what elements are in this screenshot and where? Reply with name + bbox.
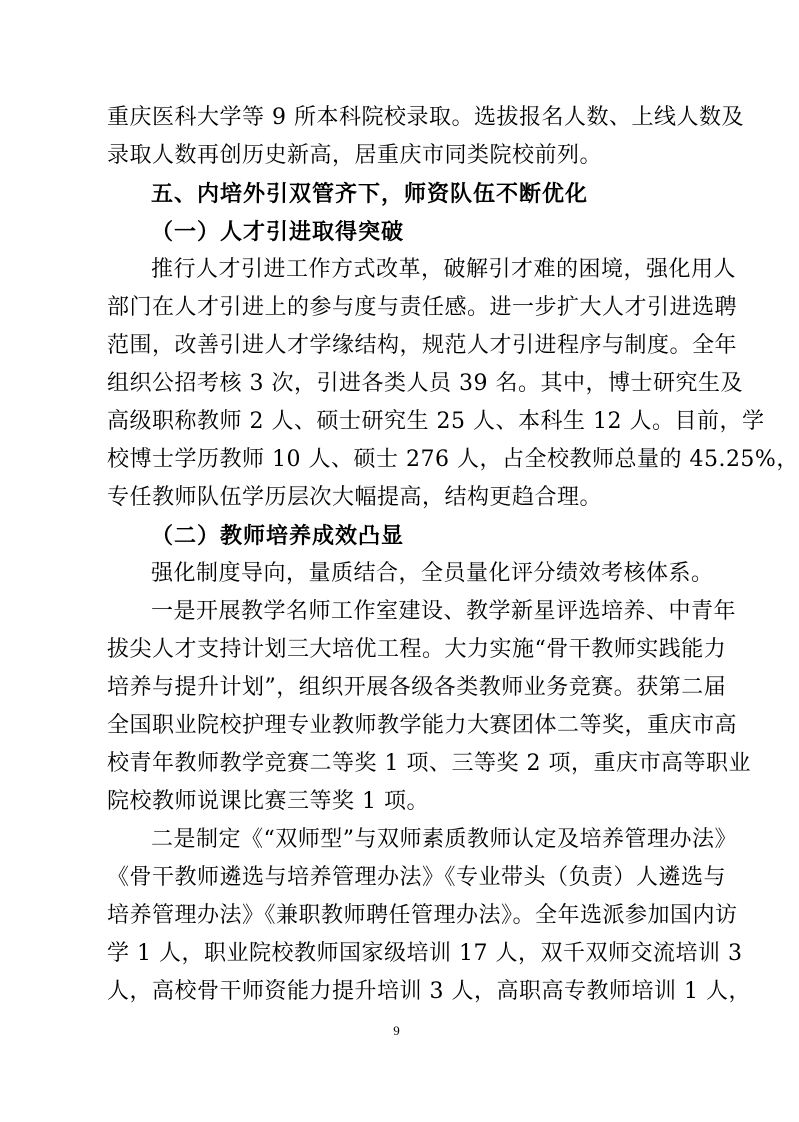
text-line: 学 1 人，职业院校教师国家级培训 17 人，双千双师交流培训 3 (107, 941, 743, 966)
subsection-heading: （二）教师培养成效凸显 (151, 523, 405, 549)
text-line: 院校教师说课比赛三等奖 1 项。 (107, 789, 429, 814)
text-line: 组织公招考核 3 次，引进各类人员 39 名。其中，博士研究生及 (107, 371, 743, 396)
text-line: 录取人数再创历史新高，居重庆市同类院校前列。 (107, 143, 603, 168)
text-line: 全国职业院校护理专业教师教学能力大赛团体二等奖，重庆市高 (107, 713, 738, 738)
text-line: 培养管理办法》《兼职教师聘任管理办法》。全年选派参加国内访 (107, 903, 738, 928)
text-line: 部门在人才引进上的参与度与责任感。进一步扩大人才引进选聘 (107, 295, 738, 320)
page-number: 9 (393, 1023, 400, 1038)
text-line: 二是制定《“双师型”与双师素质教师认定及培养管理办法》 (151, 827, 737, 852)
text-line: 人，高校骨干师资能力提升培训 3 人，高职高专教师培训 1 人， (107, 979, 751, 1004)
text-line: 范围，改善引进人才学缘结构，规范人才引进程序与制度。全年 (107, 333, 738, 358)
text-line: 推行人才引进工作方式改革，破解引才难的困境，强化用人 (151, 257, 737, 282)
text-line: 校博士学历教师 10 人、硕士 276 人，占全校教师总量的 45.25%， (107, 447, 799, 472)
text-line: 《骨干教师遴选与培养管理办法》《专业带头（负责）人遴选与 (107, 865, 727, 890)
text-line: 专任教师队伍学历层次大幅提高，结构更趋合理。 (107, 485, 603, 510)
subsection-heading: （一）人才引进取得突破 (151, 219, 405, 245)
text-line: 一是开展教学名师工作室建设、教学新星评选培养、中青年 (151, 599, 737, 624)
section-heading: 五、内培外引双管齐下，师资队伍不断优化 (151, 181, 589, 207)
text-line: 拔尖人才支持计划三大培优工程。大力实施“骨干教师实践能力 (107, 637, 727, 662)
text-line: 高级职称教师 2 人、硕士研究生 25 人、本科生 12 人。目前，学 (107, 409, 765, 434)
text-line: 校青年教师教学竞赛二等奖 1 项、三等奖 2 项，重庆市高等职业 (107, 751, 751, 776)
text-line: 培养与提升计划”，组织开展各级各类教师业务竞赛。获第二届 (107, 675, 727, 700)
text-line: 强化制度导向，量质结合，全员量化评分绩效考核体系。 (151, 561, 714, 586)
text-line: 重庆医科大学等 9 所本科院校录取。选拔报名人数、上线人数及 (107, 105, 744, 130)
